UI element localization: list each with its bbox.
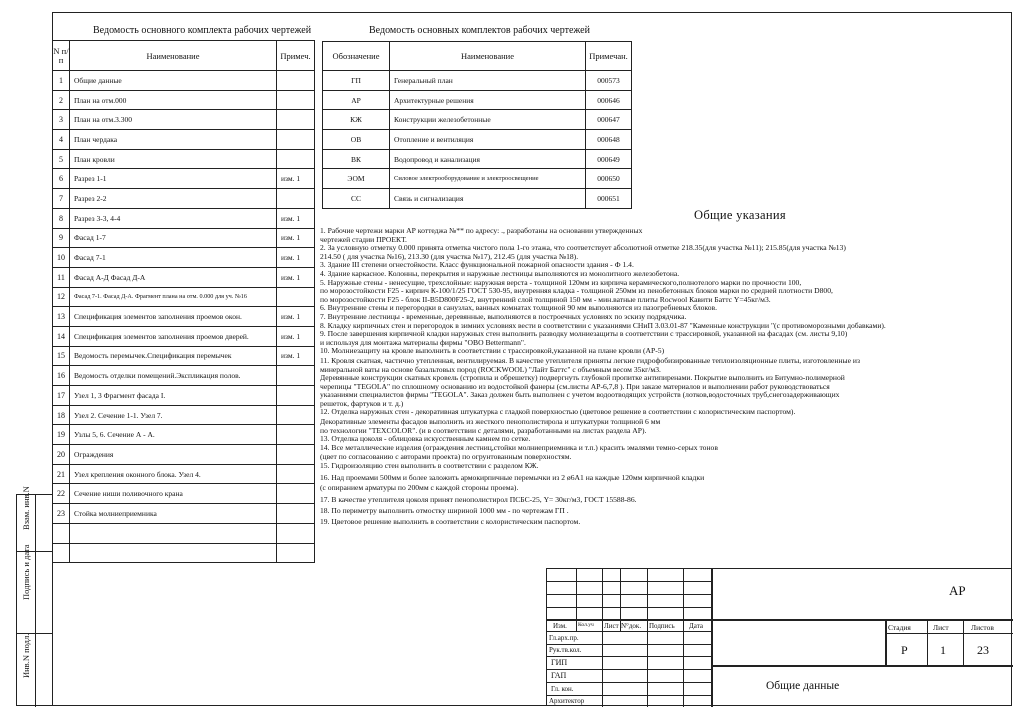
t1-cell-n: 15 [53,346,70,366]
t1-cell-name: Узел 2. Сечение 1-1. Узел 7. [70,405,277,425]
table-row [323,149,632,169]
t1-header-n: N п/п [53,41,70,71]
t1-cell-note [277,386,315,406]
note-line: 4. Здание каркасное. Колонны, перекрытия и наружные лестницы выполняются из монолитного железобетона. [320,269,680,278]
t2-header-code: Обозначение [323,42,390,71]
t1-cell-n [53,523,70,543]
t1-cell-name: Узел 1, 3 Фрагмент фасада I. [70,386,277,406]
t2-header-name: Наименование [390,42,586,71]
table-row [323,130,632,150]
t1-cell-n: 10 [53,248,70,268]
t1-cell-name: Разрез 1-1 [70,169,277,189]
table-row [323,169,632,189]
note-line: 13. Отделка цоколя - облицовка искусственным камнем по сетке. [320,435,531,444]
table-row [53,307,315,327]
t1-cell-note [277,189,315,209]
table-row [53,484,315,504]
t1-cell-note [277,130,315,150]
note-line: 12. Отделка наружных стен - декоративная штукатурка с гладкой поверхностью (цветовое решение в соответствии с колористическим паспортом). [320,408,796,417]
note-line: решеток, фартуков и т. д.) [320,399,404,408]
t1-cell-name: Разрез 3-3, 4-4 [70,208,277,228]
t1-cell-note: изм. 1 [277,169,315,189]
note-line: 1. Рабочие чертежи марки АР коттеджа №** по адресу: ., разработаны на основании утвержденных [320,227,643,235]
t2-cell-name: Связь и сигнализация [390,189,586,209]
side-stamp [16,486,52,706]
table-row [53,366,315,386]
table2-title: Ведомость основных комплектов рабочих чертежей [369,25,590,36]
t1-header-name: Наименование [70,41,277,71]
t1-cell-note: изм. 1 [277,228,315,248]
table-row [53,386,315,406]
t2-header-note: Примечан. [586,42,632,71]
t1-cell-note [277,523,315,543]
stamp-col-data: Дата [689,622,703,630]
t1-cell-n: 12 [53,287,70,307]
stamp-role: ГАП [551,671,567,680]
stamp-stadia-label: Стадия [888,623,911,632]
table1-title: Ведомость основного комплекта рабочих чертежей [93,25,312,36]
table-row [323,71,632,91]
note-line: 3. Здание III степени огнестойкости. Класс функциональной пожарной опасности здания - Ф 1.4. [320,261,634,270]
t1-cell-name: Узлы 5, 6. Сечение А - А. [70,425,277,445]
t1-cell-name: План чердака [70,130,277,150]
stamp-role: Гл. кон. [551,685,574,693]
t1-cell-name: Стойка молниеприемника [70,504,277,524]
note-line: по морозостойкости F25 - блок II-В5D800F25-2, внутренний слой толщиной 150 мм - мин.ватные плиты Rocwool Кавити Баттс Y=45кг/м3. [320,295,771,304]
table-row [53,189,315,209]
t1-cell-n: 20 [53,445,70,465]
note-line: по технологии "TEXCOLOR". (и в соответствии с деталями, разработанными на листах раздела АР). [320,426,647,435]
table-row [53,248,315,268]
general-notes [320,227,1010,527]
stamp-list-label: Лист [933,623,949,632]
t2-cell-note: 000651 [586,189,632,209]
note-line: (с опиранием арматуры по 200мм с каждой стороны проема). [320,484,519,493]
t1-cell-n [53,543,70,563]
t1-cell-note [277,484,315,504]
t2-cell-note: 000647 [586,110,632,130]
note-line: 19. Цветовое решение выполнить в соответствии с колористическим паспортом. [320,518,581,526]
sheet-list-table [52,40,315,563]
t2-cell-name: Архитектурные решения [390,90,586,110]
stamp-stadia: Р [901,643,908,657]
t1-cell-name: Спецификация элементов заполнения проемов дверей. [70,326,277,346]
t2-cell-name: Генеральный план [390,71,586,91]
stamp-list: 1 [940,643,946,657]
t2-cell-note: 000649 [586,149,632,169]
stamp-sheet-title: Общие данные [766,680,840,692]
t1-header-note: Примеч. [277,41,315,71]
note-line: 7. Внутренние лестницы - временные, деревянные, выполняются в построечных условиях по эскизу подрядчика. [320,312,687,321]
t2-cell-note: 000650 [586,169,632,189]
table-row [53,208,315,228]
t1-cell-note [277,110,315,130]
t1-cell-note: изм. 1 [277,346,315,366]
table-row [53,504,315,524]
t1-cell-name: Фасад А-Д Фасад Д-А [70,267,277,287]
t1-cell-name: Спецификация элементов заполнения проемов окон. [70,307,277,327]
t1-cell-name [70,523,277,543]
t1-cell-note [277,504,315,524]
t1-cell-note: изм. 1 [277,248,315,268]
table-row [323,189,632,209]
t1-cell-name: План на отм.3.300 [70,110,277,130]
t2-cell-name: Конструкции железобетонные [390,110,586,130]
t1-cell-n: 19 [53,425,70,445]
stamp-listov-label: Листов [971,623,994,632]
t1-cell-note: изм. 1 [277,326,315,346]
t2-cell-name: Силовое электрооборудование и электроосвещение [390,169,586,189]
t1-cell-name: Фасад 1-7 [70,228,277,248]
t2-cell-code: АР [323,90,390,110]
t1-cell-n: 21 [53,464,70,484]
note-line: Декоративные элементы фасадов выполнить из жесткого пенополистирола и штукатурки толщиной 6 мм [320,418,661,427]
table-row [53,464,315,484]
t1-cell-note [277,71,315,91]
table-row [53,110,315,130]
t1-cell-note: изм. 1 [277,307,315,327]
note-line: 17. В качестве утеплителя цоколя принят пенополистирол ПСБС-25, Y= 30кг/м3, ГОСТ 15588-86. [320,495,637,504]
t1-cell-n: 7 [53,189,70,209]
t2-cell-note: 000646 [586,90,632,110]
note-line: 5. Наружные стены - ненесущие, трехслойные: наружная верста - толщиной 120мм из кирпича керамического,полнотелого марки по прочности 100, [320,278,802,287]
note-line: (цвет по согласованию с авторами проекта) по огрунтованным поверхностям. [320,453,572,462]
t1-cell-n: 13 [53,307,70,327]
stamp-col-izm: Изм. [553,622,567,630]
t1-cell-n: 6 [53,169,70,189]
table-row [53,90,315,110]
side-cell-podpis [17,544,52,633]
t1-cell-note [277,366,315,386]
stamp-role: Гл.арх.пр. [549,634,579,642]
t2-cell-code: ВК [323,149,390,169]
t1-cell-name: Ведомость отделки помещений.Экспликация полов. [70,366,277,386]
note-line: 9. После завершения кирпичной кладки наружных стен выполнить разводку молниезащиты в соответствии с трассировкой, указанной на фасадах (см. листы 9,10) [320,330,848,339]
t1-cell-n: 11 [53,267,70,287]
table-row [53,523,315,543]
t1-cell-note [277,149,315,169]
note-line: 14. Все металлические изделия (ограждения лестниц,стойки молниеприемника и т.п.) красить эмалями темно-серых тонов [320,443,718,452]
t2-cell-note: 000573 [586,71,632,91]
table-row [53,445,315,465]
note-line: черепицы "TEGOLA" по сплошному основанию из водостойкой фанеры (см.листы АР-6,7,8 ). При заказе материалов и выполнении работ руководствоваться [320,382,830,391]
t2-cell-code: КЖ [323,110,390,130]
t1-cell-name: Разрез 2-2 [70,189,277,209]
note-line: указаниями специалистов фирмы "TEGOLA". Заказ должен быть выполнен с учетом водоотводящих устройств (лотков,водосточных труб,снегозадерживающих [320,391,840,400]
stamp-col-list: Лист [604,622,619,630]
table-row [53,287,315,307]
t1-cell-note [277,543,315,563]
note-line: 11. Кровля скатная, частично утепленная, вентилируемая. В качестве утеплителя приняты легкие гидрофобизированные теплоизоляционные плиты, изготовленные из [320,356,860,365]
t1-cell-note [277,405,315,425]
stamp-role: ГИП [551,658,568,667]
t1-cell-name [70,543,277,563]
t1-cell-n: 18 [53,405,70,425]
t1-cell-n: 22 [53,484,70,504]
table-row [53,228,315,248]
t1-cell-note: изм. 1 [277,267,315,287]
sets-list-table [322,41,632,209]
note-line: минеральной ваты на основе базальтовых пород (ROCKWOOL) "Лайт Баттс" с объемным весом 35кг/м3. [320,365,661,374]
table-row [53,326,315,346]
t1-cell-name: Ведомость перемычек.Спецификация перемычек [70,346,277,366]
t2-cell-code: СС [323,189,390,209]
note-line: 214.50 ( для участка №16), 213.30 (для участка №17), 212.45 (для участка №18). [320,252,579,261]
side-cell-vzam [17,486,52,551]
t2-cell-code: ЭОМ [323,169,390,189]
t2-cell-name: Водопровод и канализация [390,149,586,169]
title-block [546,568,1012,706]
t1-cell-name: Фасад 7-1. Фасад Д-А. Фрагмент плана на отм. 0.000 для уч. №16 [70,287,277,307]
side-label-vzam: Взам. инв.N [21,486,31,530]
note-line: чертежей стадии ПРОЕКТ. [320,235,407,244]
t1-cell-n: 5 [53,149,70,169]
note-line: 16. Над проемами 500мм и более заложить армокирпичные перемычки из 2 ø6A1 на каждые 120мм кирпичной кладки [320,473,705,482]
side-label-invn: Инв.N подл. [21,633,31,678]
table-row [53,169,315,189]
t1-cell-note [277,464,315,484]
t1-cell-name: План на отм.000 [70,90,277,110]
note-line: 6. Внутренние стены и перегородки в санузлах, ванных комнатах толщиной 90 мм выполняются из пазогребневых блоков. [320,304,717,313]
note-line: и используя для монтажа материалы фирмы "ОВО Bettermann". [320,338,526,347]
t1-cell-n: 16 [53,366,70,386]
t1-cell-n: 9 [53,228,70,248]
table-row [323,110,632,130]
t1-cell-note [277,445,315,465]
t1-cell-name: Ограждения [70,445,277,465]
t1-cell-name: Общие данные [70,71,277,91]
stamp-role: Архитектор [549,697,585,705]
note-line: 2. За условную отметку 0.000 принята отметка чистого пола 1-го этажа, что соответствует абсолютной отметке 218.35(для участка №11); 215.85(для участка №13) [320,244,846,253]
stamp-listov: 23 [977,643,989,657]
note-line: 18. По периметру выполнить отмостку шириной 1000 мм - по чертежам ГП . [320,507,569,516]
t1-cell-name: Фасад 7-1 [70,248,277,268]
t1-cell-note: изм. 1 [277,208,315,228]
t1-cell-n: 2 [53,90,70,110]
t1-cell-n: 3 [53,110,70,130]
t1-cell-name: Узел крепления оконного блока. Узел 4. [70,464,277,484]
table-row [53,543,315,563]
note-line: 10. Молниезащиту на кровле выполнить в соответствии с трассировкой,указанной на плане кровли (АР-5) [320,347,665,356]
table-row [53,149,315,169]
stamp-col-doc: N°док. [621,622,642,630]
t1-cell-n: 23 [53,504,70,524]
general-notes-title: Общие указания [694,208,786,222]
table-row [53,405,315,425]
t1-cell-name: План кровли [70,149,277,169]
stamp-role: Рук.тв.кол. [549,646,582,654]
t1-cell-name: Сечение ниши поливочного крана [70,484,277,504]
note-line: 15. Гидроизоляцию стен выполнить в соответствии с разделом КЖ. [320,462,539,471]
t1-cell-note [277,90,315,110]
table-row [53,130,315,150]
table-row [53,425,315,445]
t2-cell-name: Отопление и вентиляция [390,130,586,150]
t1-cell-n: 8 [53,208,70,228]
table-row [323,90,632,110]
t2-cell-code: ГП [323,71,390,91]
t1-cell-note [277,425,315,445]
note-line: по морозостойкости F25 - кирпич К-100/1/25 ГОСТ 530-95, внутренняя кладка - толщиной 250мм из пенобетонных блоков марки по средней плотности D800, [320,287,833,296]
side-label-podpis: Подпись и дата [21,544,31,600]
t2-cell-code: ОВ [323,130,390,150]
t1-cell-n: 1 [53,71,70,91]
stamp-code: АР [949,583,966,598]
t1-cell-n: 14 [53,326,70,346]
table-row [53,267,315,287]
t2-cell-note: 000648 [586,130,632,150]
note-line: Деревянные конструкции скатных кровель (стропила и обрешетку) подвергнуть глубокой пропитке антипиренами. Покрытие выполнить из Битумно-полимерной [320,374,845,383]
note-line: 8. Кладку кирпичных стен и перегородок в зимних условиях вести в соответствии с указаниями СНиП 3.03.01-87 "Каменные конструкции "(с противоморозными добавками). [320,321,886,330]
t1-cell-n: 17 [53,386,70,406]
t1-cell-note [277,287,315,307]
t1-cell-n: 4 [53,130,70,150]
stamp-col-kol: Кол.уч [578,622,594,628]
table-row [53,346,315,366]
stamp-col-podp: Подпись [649,622,675,630]
table-row [53,71,315,91]
side-cell-invn [17,633,52,707]
